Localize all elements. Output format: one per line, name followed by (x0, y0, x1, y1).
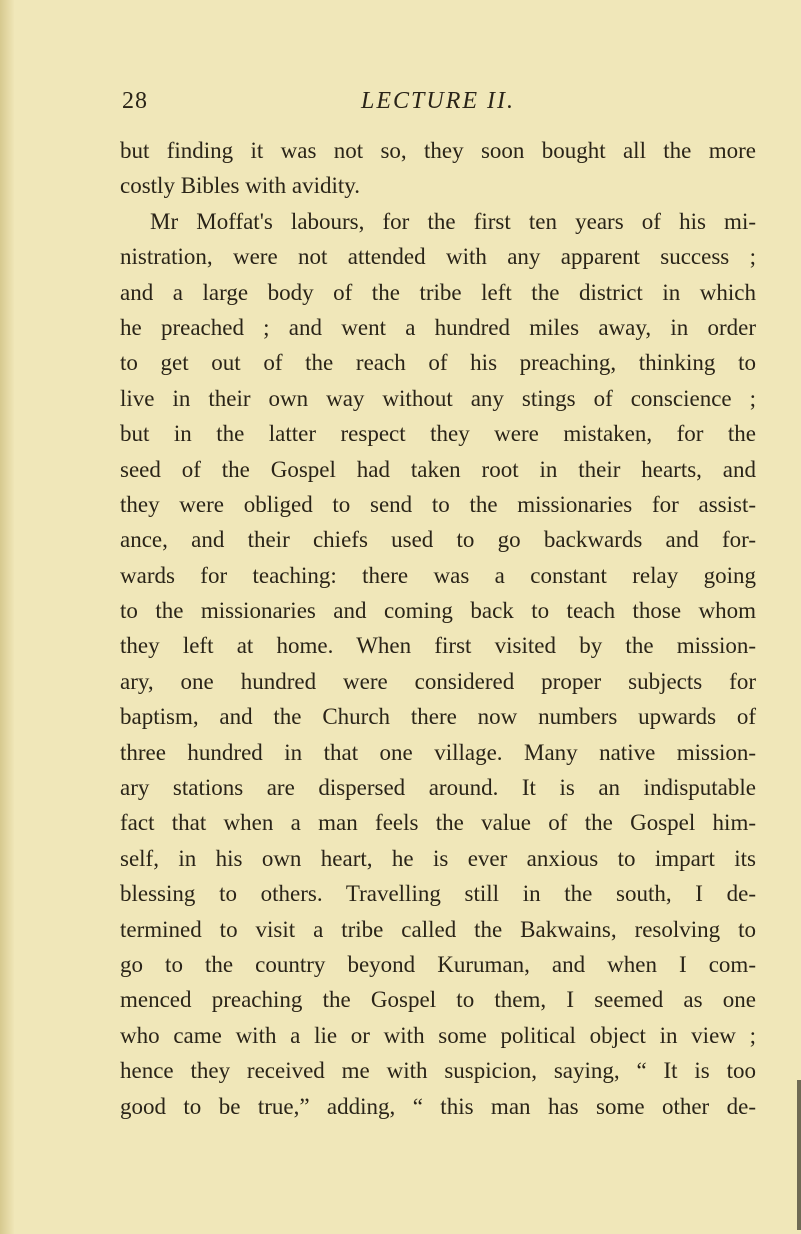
text-line: fact that when a man feels the value of the Gospel him- (120, 810, 756, 836)
text-line: live in their own way without any stings of conscience ; (120, 385, 756, 411)
text-line: hence they received me with suspicion, saying, “ It is too (120, 1058, 756, 1084)
text-line: to the missionaries and coming back to teach those whom (120, 598, 756, 624)
text-line: who came with a lie or with some political object in view ; (120, 1022, 756, 1048)
text-line: costly Bibles with avidity. (120, 173, 360, 199)
text-line: they were obliged to send to the missionaries for assist- (120, 491, 756, 517)
text-line: menced preaching the Gospel to them, I seemed as one (120, 987, 756, 1013)
page-number: 28 (122, 88, 148, 114)
text-line: but in the latter respect they were mistaken, for the (120, 421, 756, 447)
text-line: but finding it was not so, they soon bought all the more (120, 138, 756, 163)
text-line: ance, and their chiefs used to go backwards and for- (120, 527, 756, 553)
text-line: good to be true,” adding, “ this man has some other de- (120, 1093, 756, 1119)
text-line: blessing to others. Travelling still in the south, I de- (120, 881, 756, 907)
text-line: ary stations are dispersed around. It is an indisputable (120, 775, 756, 801)
text-line: nistration, were not attended with any apparent success ; (120, 244, 756, 270)
page-header (120, 88, 756, 124)
text-line: go to the country beyond Kuruman, and when I com- (120, 951, 756, 977)
text-line: baptism, and the Church there now numbers upwards of (120, 704, 756, 730)
text-line: three hundred in that one village. Many native mission- (120, 739, 756, 765)
text-line: and a large body of the tribe left the district in which (120, 279, 756, 305)
text-line: ary, one hundred were considered proper subjects for (120, 668, 756, 694)
page-edge-left (0, 0, 14, 1234)
text-line: they left at home. When first visited by the mission- (120, 633, 756, 659)
page-edge-right (797, 1080, 801, 1230)
text-line: wards for teaching: there was a constant relay going (120, 562, 756, 588)
running-head: LECTURE II. (361, 88, 515, 114)
body-text (120, 133, 756, 1124)
text-line: termined to visit a tribe called the Bakwains, resolving to (120, 916, 756, 942)
text-line: he preached ; and went a hundred miles away, in order (120, 314, 756, 340)
text-line: seed of the Gospel had taken root in their hearts, and (120, 456, 756, 482)
text-line: Mr Moffat's labours, for the first ten years of his mi- (150, 208, 756, 234)
text-line: self, in his own heart, he is ever anxious to impart its (120, 845, 756, 871)
text-line: to get out of the reach of his preaching, thinking to (120, 350, 756, 376)
